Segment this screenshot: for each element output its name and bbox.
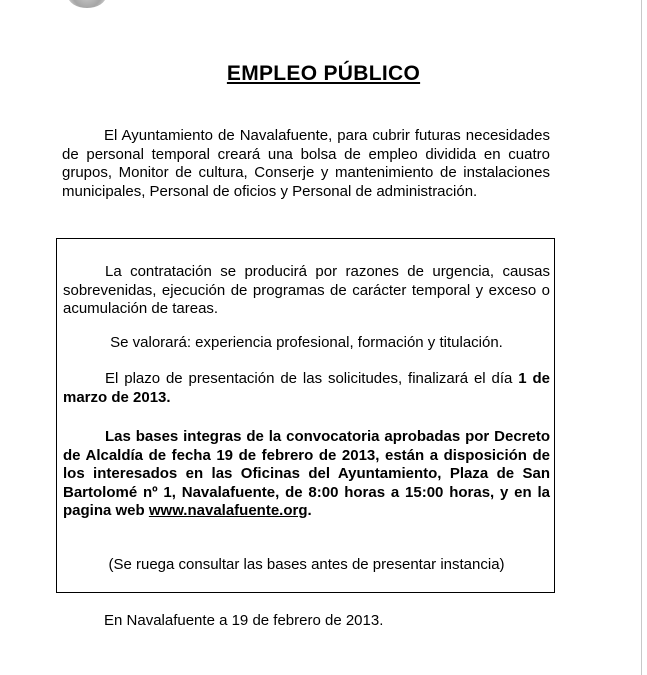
page-edge — [641, 0, 642, 675]
bases-paragraph — [63, 428, 550, 521]
deadline-paragraph — [63, 370, 550, 407]
hiring-reasons-paragraph: La contratación se producirá por razones de urgencia, causas sobrevenidas, ejecución de programas de carácter temporal y exceso o acumulación de tareas. — [63, 263, 550, 318]
seal-image — [68, 0, 106, 8]
bases-text: Las bases integras de la convocatoria aprobadas por Decreto de Alcaldía de fecha 19 de febrero de 2013, están a disposición de los interesados en las Oficinas del Ayuntamiento, Plaza de San Bartolomé nº 1, Navalafuente, de 8:00 horas a 15:00 horas, y en la pagina web — [63, 428, 550, 520]
website-link[interactable]: www.navalafuente.org — [148, 502, 308, 520]
bases-end: . — [307, 502, 312, 520]
intro-paragraph: El Ayuntamiento de Navalafuente, para cubrir futuras necesidades de personal temporal creará una bolsa de empleo dividida en cuatro grupos, Monitor de cultura, Conserje y mantenimiento de instalaciones municipales, Personal de oficios y Personal de administración. — [62, 127, 550, 200]
info-box — [56, 238, 555, 593]
deadline-date: 1 de marzo de 2013. — [63, 370, 550, 406]
deadline-text: El plazo de presentación de las solicitudes, finalizará el día — [105, 370, 519, 387]
evaluation-criteria-paragraph: Se valorará: experiencia profesional, formación y titulación. — [110, 334, 503, 351]
closing-line: En Navalafuente a 19 de febrero de 2013. — [104, 612, 384, 629]
note-paragraph: (Se ruega consultar las bases antes de presentar instancia) — [108, 556, 505, 573]
page-title: EMPLEO PÚBLICO — [226, 62, 421, 85]
